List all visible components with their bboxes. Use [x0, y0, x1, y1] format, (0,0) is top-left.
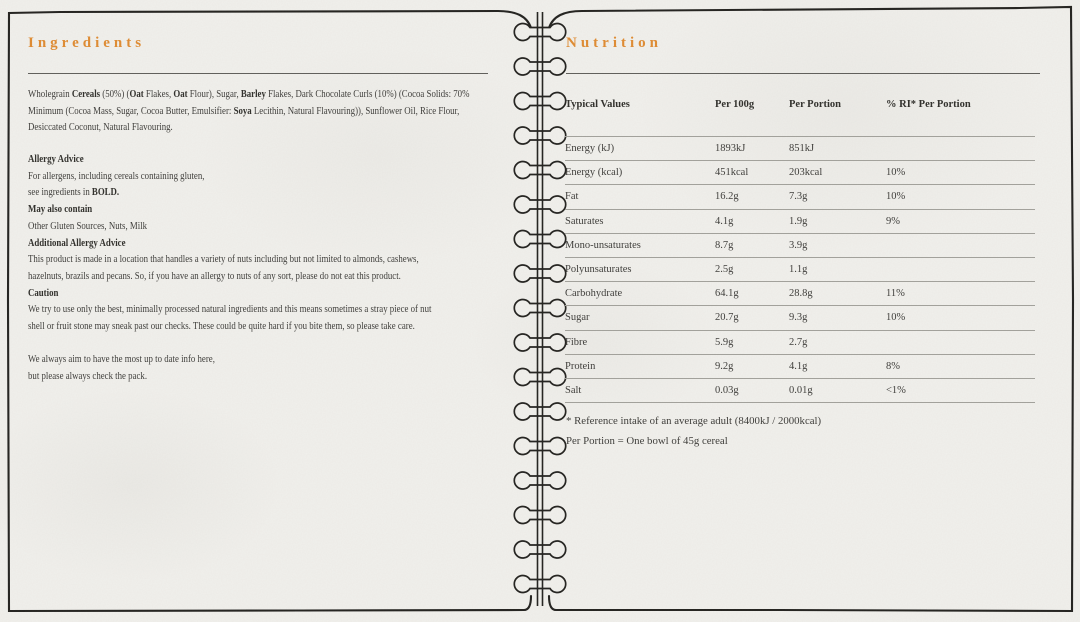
allergy-caution-line	[28, 219, 431, 236]
nutrition-cell: 20.7g	[715, 312, 739, 324]
nutrition-footnotes	[566, 412, 821, 451]
nutrition-row	[565, 209, 1035, 233]
nutrition-row	[565, 378, 1035, 402]
nutrition-cell: 16.2g	[715, 191, 739, 203]
text: Flakes,	[143, 89, 174, 100]
column-header: Per 100g	[715, 99, 755, 110]
nutrition-row	[565, 233, 1035, 257]
allergy-caution-line	[28, 302, 431, 319]
nutrition-cell: 28.8g	[789, 288, 813, 300]
bold-text: BOLD.	[91, 187, 120, 199]
text: Minimum (Cocoa Mass, Sugar, Cocoa Butter, Emulsifier:	[28, 105, 234, 117]
nutrition-cell: 8.7g	[715, 239, 734, 251]
footnote-line: Per Portion = One bowl of 45g cereal	[566, 434, 728, 447]
allergy-caution-line	[28, 352, 431, 369]
nutrition-cell: 2.7g	[789, 336, 808, 348]
nutrition-cell: 3.9g	[789, 239, 808, 251]
nutrition-cell: 9%	[886, 215, 900, 227]
text: shell or fruit stone may sneak past our checks. These could be quite hard if you bite them, so please take care.	[28, 321, 415, 333]
ingredients-line	[28, 104, 469, 121]
nutrition-cell: 10%	[886, 312, 906, 324]
nutrition-cell: 4.1g	[789, 360, 808, 372]
allergy-caution-line	[28, 185, 431, 202]
nutrition-cell: 9.2g	[715, 360, 734, 372]
nutrition-cell: 1.9g	[789, 215, 808, 227]
allergy-caution-line	[28, 336, 431, 353]
nutrition-cell: 10%	[886, 191, 906, 203]
nutrition-row	[565, 257, 1035, 281]
nutrition-table-header	[565, 96, 1035, 136]
column-header: Per Portion	[789, 99, 841, 110]
nutrition-cell: <1%	[886, 384, 906, 396]
allergy-caution-line	[28, 169, 431, 186]
nutrition-title: Nutrition	[566, 35, 662, 51]
text: This product is made in a location that handles a variety of nuts including but not limited to almonds, cashews,	[28, 254, 419, 266]
column-header: % RI* Per Portion	[886, 99, 971, 110]
nutrition-cell: 0.01g	[789, 384, 813, 396]
nutrition-cell: 8%	[886, 360, 900, 372]
bold-text: Allergy Advice	[28, 154, 84, 165]
nutrition-row	[565, 354, 1035, 378]
nutrition-cell: 64.1g	[715, 288, 739, 300]
allergy-caution-line	[28, 152, 431, 169]
text: but please always check the pack.	[28, 371, 148, 383]
bold-text: Cereals	[71, 89, 101, 100]
nutrition-table	[565, 96, 1035, 403]
allergy-caution-line	[28, 252, 431, 269]
nutrition-cell: 1893kJ	[715, 143, 746, 155]
nutrition-cell: 2.5g	[715, 264, 734, 276]
text: Flour), Sugar,	[187, 89, 241, 100]
nutrition-cell: 9.3g	[789, 312, 808, 324]
text: For allergens, including cereals containing gluten,	[28, 170, 205, 182]
nutrition-cell: Fat	[565, 191, 579, 203]
nutrition-cell: Fibre	[565, 336, 588, 348]
bold-text: May also contain	[28, 204, 93, 216]
nutrition-row	[565, 160, 1035, 184]
nutrition-cell: 10%	[886, 167, 906, 179]
text: Wholegrain	[28, 89, 72, 100]
nutrition-cell: Energy (kcal)	[565, 167, 623, 179]
nutrition-cell: Salt	[565, 384, 582, 396]
ingredients-title: Ingredients	[28, 35, 146, 51]
text: Flakes, Dark Chocolate Curls (10%) (Cocoa Solids: 70%	[265, 89, 470, 100]
nutrition-cell: Energy (kJ)	[565, 143, 615, 155]
ingredients-line	[28, 120, 469, 137]
nutrition-cell: Polyunsaturates	[565, 264, 632, 276]
nutrition-title-rule	[566, 73, 1040, 74]
nutrition-cell: 851kJ	[789, 143, 815, 155]
bold-text: Soya	[233, 105, 252, 117]
nutrition-row	[565, 136, 1035, 160]
text: Other Gluten Sources, Nuts, Milk	[28, 220, 148, 232]
allergy-caution-line	[28, 269, 431, 286]
nutrition-cell: Carbohydrate	[565, 288, 623, 300]
nutrition-cell: 5.9g	[715, 336, 734, 348]
column-header: Typical Values	[565, 99, 630, 110]
nutrition-cell: 0.03g	[715, 384, 739, 396]
ingredients-list	[28, 87, 469, 137]
nutrition-cell: 7.3g	[789, 191, 808, 203]
nutrition-row	[565, 330, 1035, 354]
allergy-caution-line	[28, 202, 431, 219]
footnote-line: * Reference intake of an average adult (8400kJ / 2000kcal)	[566, 415, 822, 427]
allergy-caution-line	[28, 236, 431, 253]
nutrition-cell: 11%	[886, 288, 905, 300]
nutrition-cell: Sugar	[565, 312, 590, 324]
bold-text: Barley	[240, 89, 266, 100]
allergy-and-caution-text	[28, 152, 431, 386]
ingredients-title-rule	[28, 73, 488, 74]
bold-text: Caution	[28, 287, 59, 299]
bold-text: Additional Allergy Advice	[28, 237, 126, 249]
ingredients-line	[28, 87, 469, 104]
nutrition-cell: 451kcal	[715, 167, 749, 179]
bold-text: Oat	[129, 89, 144, 100]
nutrition-row	[565, 184, 1035, 208]
allergy-caution-line	[28, 369, 431, 386]
allergy-caution-line	[28, 319, 431, 336]
nutrition-cell: 203kcal	[789, 167, 823, 179]
text: We try to use only the best, minimally processed natural ingredients and this means sometimes a stray piece of nut	[28, 304, 432, 316]
nutrition-cell: Mono-unsaturates	[565, 239, 641, 251]
text: (50%) (	[100, 89, 130, 100]
nutrition-cell: 4.1g	[715, 215, 734, 227]
text: Lecithin, Natural Flavouring)), Sunflower Oil, Rice Flour,	[251, 105, 460, 117]
nutrition-row	[565, 281, 1035, 305]
text: see ingredients in	[28, 187, 92, 199]
text: hazelnuts, brazils and pecans. So, if you have an allergy to nuts of any sort, please do not eat this product.	[28, 270, 401, 282]
nutrition-table-rows	[565, 136, 1035, 403]
nutrition-cell: Saturates	[565, 215, 604, 227]
nutrition-row	[565, 305, 1035, 329]
text: Desiccated Coconut, Natural Flavouring.	[28, 122, 173, 133]
nutrition-cell: Protein	[565, 360, 596, 372]
nutrition-cell: 1.1g	[789, 264, 808, 276]
text: We always aim to have the most up to date info here,	[28, 354, 215, 366]
bold-text: Oat	[173, 89, 188, 100]
allergy-caution-line	[28, 286, 431, 303]
